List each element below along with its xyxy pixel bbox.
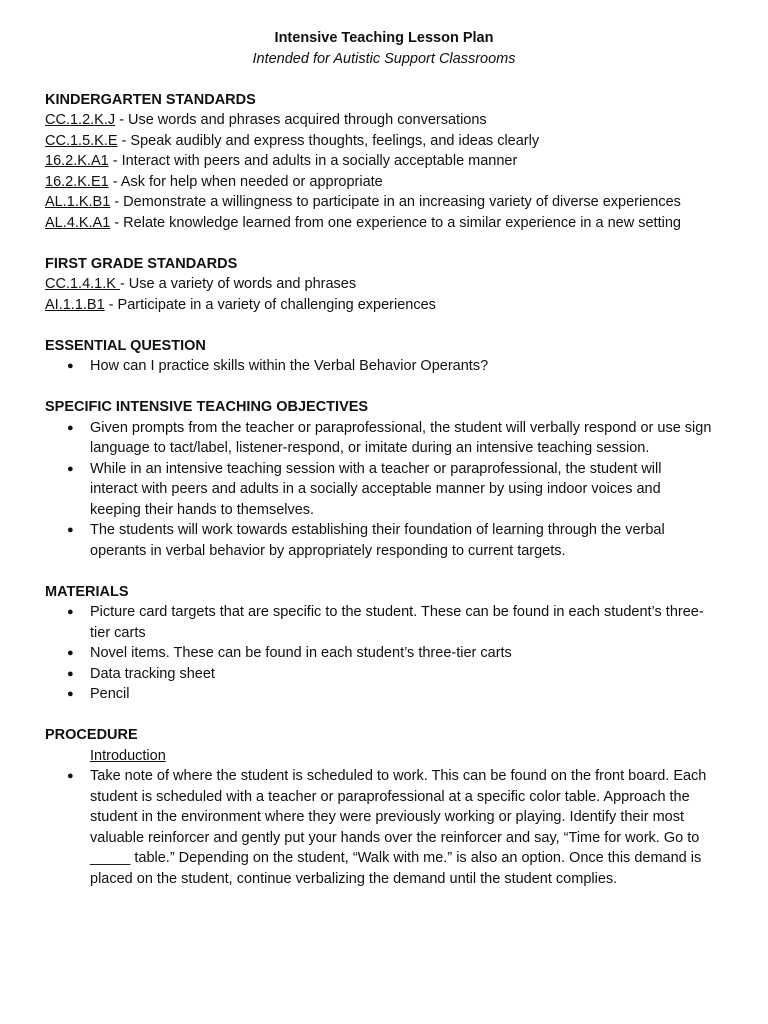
bullet-icon: ● [67,647,74,659]
procedure-subheading-introduction: Introduction [90,747,166,764]
standard-line [45,295,713,316]
bullet-icon: ● [67,462,74,475]
page-title: Intensive Teaching Lesson Plan [274,30,494,46]
materials-section [45,582,713,705]
bullet-icon: ● [67,606,74,618]
section-heading-first-grade: FIRST GRADE STANDARDS [45,255,238,272]
standard-code-link[interactable]: CC.1.4.1.K [45,276,120,292]
bullet-icon: ● [67,421,74,434]
list-item-text: Take note of where the student is scheduled to work. This can be found on the front board. Each student is scheduled with a teacher or paraprofessional at a specific color table. Approach the student in the environment where they were previously working or playing. Identify their most valuable reinforcer and gently put your hands over the reinforcer and say, “Time for work. Go to _____ table.” Depending on the student, “Walk with me.” is also an option. Once this demand is placed on the student, continue verbalizing the demand until the student complies. [90,768,707,887]
list-item [45,643,713,664]
standard-description: - Relate knowledge learned from one experience to a similar experience in a new setting [110,214,681,231]
standard-line [45,274,713,295]
bullet-icon: ● [67,360,74,372]
procedure-section [45,725,713,889]
bullet-icon: ● [67,688,74,700]
list-item [45,459,713,521]
section-heading-procedure: PROCEDURE [45,727,138,743]
standard-code-link[interactable]: AL.1.K.B1 [45,194,111,210]
standard-line [45,192,713,213]
objectives-section [45,397,713,561]
objectives-list [45,418,713,562]
list-item-text: Data tracking sheet [90,665,215,682]
standard-line [45,131,713,152]
kindergarten-standards-section [45,90,713,234]
first-grade-standards-section [45,254,713,316]
standard-line [45,213,713,234]
section-heading-essential-question: ESSENTIAL QUESTION [45,337,206,354]
bullet-icon: ● [67,667,74,680]
standard-code-link[interactable]: 16.2.K.E1 [45,173,109,190]
list-item [45,766,713,889]
standard-description: - Speak audibly and express thoughts, feelings, and ideas clearly [117,132,540,149]
list-item-text: While in an intensive teaching session with a teacher or paraprofessional, the student will interact with peers and adults in a socially acceptable manner by using indoor voices and keeping their hands to themselves. [90,460,662,518]
section-heading-materials: MATERIALS [45,583,129,600]
list-item [45,356,713,377]
standard-code-link[interactable]: CC.1.5.K.E [45,132,118,149]
list-item [45,418,713,459]
list-item [45,664,713,685]
list-item-text: Novel items. These can be found in each student’s three-tier carts [90,645,512,661]
standard-description: - Use words and phrases acquired through conversations [115,112,487,128]
bullet-icon: ● [67,524,74,536]
standard-code-link[interactable]: AL.4.K.A1 [45,214,111,231]
standard-description: - Interact with peers and adults in a socially acceptable manner [108,153,518,169]
list-item-text: Given prompts from the teacher or paraprofessional, the student will verbally respond or use sign language to tact/label, listener-respond, or imitate during an intensive teaching session. [90,419,712,456]
list-item [45,602,713,643]
standard-code-link[interactable]: 16.2.K.A1 [45,153,109,169]
essential-question-list [45,356,713,377]
standard-line [45,151,713,172]
bullet-icon: ● [67,770,74,782]
list-item [45,684,713,705]
list-item-text: The students will work towards establishing their foundation of learning through the verbal operants in verbal behavior by appropriately responding to current targets. [90,522,665,559]
section-heading-kindergarten: KINDERGARTEN STANDARDS [45,91,256,108]
standard-line [45,172,713,193]
essential-question-section [45,336,713,377]
materials-list [45,602,713,705]
standard-description: - Use a variety of words and phrases [119,276,357,292]
list-item-text: How can I practice skills within the Verbal Behavior Operants? [90,358,489,374]
standard-description: - Ask for help when needed or appropriate [108,173,383,190]
standard-description: - Participate in a variety of challenging experiences [104,296,436,313]
standard-code-link[interactable]: AI.1.1.B1 [45,296,105,313]
page-subtitle: Intended for Autistic Support Classrooms [252,50,516,67]
list-item-text: Pencil [90,686,130,702]
standard-code-link[interactable]: CC.1.2.K.J [45,112,116,128]
standard-description: - Demonstrate a willingness to participate in an increasing variety of diverse experiences [110,194,681,210]
section-heading-objectives: SPECIFIC INTENSIVE TEACHING OBJECTIVES [45,399,369,415]
procedure-list [45,766,713,889]
list-item [45,520,713,561]
document-header [45,28,723,69]
standard-line [45,110,713,131]
list-item-text: Picture card targets that are specific to the student. These can be found in each student’s three-tier carts [90,604,704,641]
